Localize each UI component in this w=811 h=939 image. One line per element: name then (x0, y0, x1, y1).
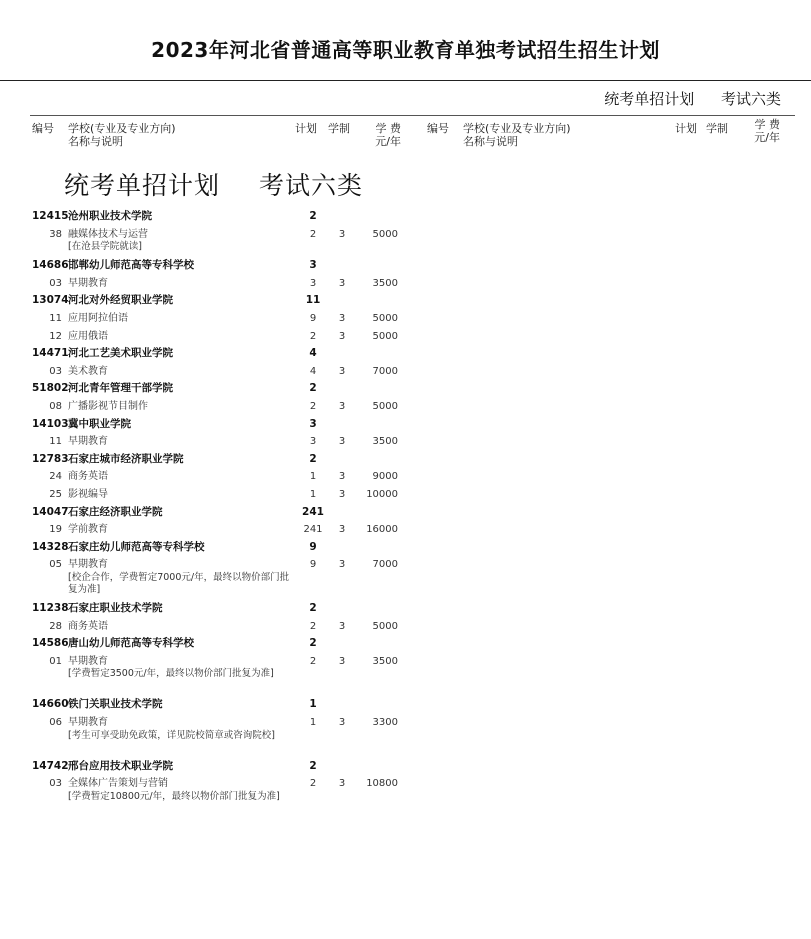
major-years: 3 (338, 228, 346, 240)
school-code: 14328 (32, 540, 69, 553)
school-name: 邯郸幼儿师范高等专科学校 (68, 259, 194, 272)
major-fee: 7000 (372, 559, 398, 571)
school-plan: 2 (309, 210, 317, 222)
col-header-code-right: 编号 (427, 122, 449, 135)
major-name: 早期教育 (68, 655, 108, 667)
col-header-code: 编号 (32, 122, 54, 135)
school-code: 11238 (32, 602, 69, 614)
major-name: 应用阿拉伯语 (68, 313, 128, 324)
col-header-plan-right: 计划 (675, 122, 697, 135)
school-plan: 4 (309, 347, 317, 360)
major-plan: 2 (309, 330, 317, 342)
major-years: 3 (338, 365, 346, 377)
major-note: [考生可享受助免政策，详见院校简章或咨询院校] (68, 729, 275, 741)
school-plan: 2 (309, 637, 317, 650)
school-name: 沧州职业技术学院 (68, 210, 152, 222)
major-years: 3 (338, 471, 346, 483)
school-plan: 2 (309, 452, 317, 465)
school-code: 14660 (32, 698, 69, 711)
major-years: 3 (338, 559, 346, 571)
major-years: 3 (338, 401, 346, 412)
major-name: 早期教育 (68, 559, 108, 571)
major-years: 3 (338, 436, 346, 448)
section-title-plan: 统考单招计划 (64, 171, 221, 200)
school-name: 石家庄城市经济职业学院 (68, 452, 184, 465)
major-name: 学前教育 (68, 524, 108, 536)
col-header-school-right-line1: 学校(专业及专业方向) (463, 122, 571, 135)
major-note: [学费暂定3500元/年，最终以物价部门批复为准] (68, 668, 274, 680)
major-fee: 10000 (366, 489, 398, 500)
school-code: 14742 (32, 759, 69, 772)
major-plan: 241 (303, 524, 323, 536)
school-name: 石家庄经济职业学院 (68, 505, 163, 518)
major-fee: 5000 (372, 330, 398, 342)
school-code: 51802 (32, 382, 69, 395)
school-code: 12415 (32, 210, 69, 222)
school-code: 12783 (32, 452, 69, 465)
major-years: 3 (338, 277, 346, 289)
school-code: 14686 (32, 259, 69, 272)
major-code: 12 (49, 330, 62, 342)
major-fee: 9000 (372, 471, 398, 483)
major-name: 应用俄语 (68, 330, 108, 342)
major-fee: 7000 (372, 365, 398, 377)
major-note: [校企合作，学费暂定7000元/年，最终以物价部门批复为准] (68, 572, 290, 595)
major-name: 早期教育 (68, 436, 108, 448)
running-header-category: 考试六类 (720, 90, 781, 108)
major-plan: 4 (309, 365, 317, 377)
school-name: 河北工艺美术职业学院 (68, 347, 173, 360)
major-code: 05 (49, 559, 62, 571)
col-header-fee-line1: 学 费 (375, 122, 401, 135)
major-name: 商务英语 (68, 471, 108, 483)
major-plan: 2 (309, 620, 317, 632)
major-plan: 1 (309, 471, 317, 483)
school-code: 13074 (32, 294, 69, 307)
major-fee: 5000 (372, 620, 398, 632)
major-plan: 2 (309, 778, 317, 790)
school-plan: 2 (309, 602, 317, 614)
school-plan: 3 (309, 259, 317, 272)
major-code: 03 (49, 277, 62, 289)
col-header-fee-right-line1: 学 费 (754, 118, 780, 131)
major-code: 03 (49, 778, 62, 790)
major-years: 3 (338, 489, 346, 500)
major-code: 28 (49, 620, 62, 632)
major-plan: 2 (309, 655, 317, 667)
school-plan: 2 (309, 759, 317, 772)
col-header-fee-line2: 元/年 (375, 135, 401, 148)
major-fee: 3500 (372, 277, 398, 289)
col-header-school-line1: 学校(专业及专业方向) (68, 122, 176, 135)
school-name: 石家庄幼儿师范高等专科学校 (68, 540, 205, 553)
col-header-years-right: 学制 (706, 122, 728, 135)
major-name: 商务英语 (68, 620, 108, 632)
major-years: 3 (338, 330, 346, 342)
school-plan: 1 (309, 698, 317, 711)
major-years: 3 (338, 717, 346, 728)
major-plan: 1 (309, 717, 317, 728)
major-plan: 9 (309, 313, 317, 324)
col-header-school-right-line2: 名称与说明 (463, 135, 518, 148)
school-name: 铁门关职业技术学院 (68, 698, 163, 711)
school-name: 唐山幼儿师范高等专科学校 (68, 637, 194, 650)
school-plan: 241 (302, 505, 324, 518)
major-plan: 9 (309, 559, 317, 571)
major-note: [学费暂定10800元/年，最终以物价部门批复为准] (68, 790, 280, 802)
major-code: 11 (49, 436, 62, 448)
major-name: 早期教育 (68, 277, 108, 289)
school-code: 14471 (32, 347, 69, 360)
major-plan: 2 (309, 401, 317, 412)
document-title: 2023年河北省普通高等职业教育单独考试招生招生计划 (151, 38, 660, 62)
major-name: 融媒体技术与运营 (68, 228, 148, 240)
major-plan: 2 (309, 228, 317, 240)
school-name: 邢台应用技术职业学院 (68, 759, 173, 772)
major-plan: 1 (309, 489, 317, 500)
major-fee: 16000 (366, 524, 398, 536)
major-note: [在沧县学院就读] (68, 241, 142, 253)
major-years: 3 (338, 524, 346, 536)
major-code: 06 (49, 717, 62, 728)
col-header-school-line2: 名称与说明 (68, 135, 123, 148)
major-fee: 10800 (366, 778, 398, 790)
major-name: 全媒体广告策划与营销 (68, 778, 168, 790)
school-name: 石家庄职业技术学院 (68, 602, 163, 614)
major-name: 影视编导 (68, 489, 108, 500)
major-code: 24 (49, 471, 62, 483)
major-fee: 3300 (372, 717, 398, 728)
col-header-plan: 计划 (295, 122, 317, 135)
major-code: 25 (49, 489, 62, 500)
major-fee: 3500 (372, 436, 398, 448)
school-code: 14103 (32, 417, 69, 430)
major-plan: 3 (309, 277, 317, 289)
school-plan: 3 (309, 417, 317, 430)
major-name: 美术教育 (68, 365, 108, 377)
school-name: 河北青年管理干部学院 (68, 382, 173, 395)
major-code: 19 (49, 524, 62, 536)
major-code: 38 (49, 228, 62, 240)
major-name: 早期教育 (68, 717, 108, 728)
major-name: 广播影视节目制作 (68, 401, 148, 412)
major-code: 08 (49, 401, 62, 412)
school-plan: 11 (305, 294, 321, 307)
major-code: 11 (49, 313, 62, 324)
major-code: 03 (49, 365, 62, 377)
school-name: 河北对外经贸职业学院 (68, 294, 173, 307)
major-fee: 5000 (372, 313, 398, 324)
school-code: 14586 (32, 637, 69, 650)
major-code: 01 (49, 655, 62, 667)
school-name: 冀中职业学院 (68, 417, 131, 430)
major-years: 3 (338, 655, 346, 667)
major-years: 3 (338, 778, 346, 790)
school-plan: 9 (309, 540, 317, 553)
col-header-years: 学制 (328, 122, 350, 135)
major-years: 3 (338, 620, 346, 632)
school-plan: 2 (309, 382, 317, 395)
col-header-fee-right-line2: 元/年 (754, 131, 780, 144)
major-plan: 3 (309, 436, 317, 448)
major-years: 3 (338, 313, 346, 324)
major-fee: 5000 (372, 401, 398, 412)
major-fee: 5000 (372, 228, 398, 240)
running-header-plan: 统考单招计划 (604, 90, 695, 108)
major-fee: 3500 (372, 655, 398, 667)
school-code: 14047 (32, 505, 69, 518)
section-title-category: 考试六类 (258, 171, 363, 200)
